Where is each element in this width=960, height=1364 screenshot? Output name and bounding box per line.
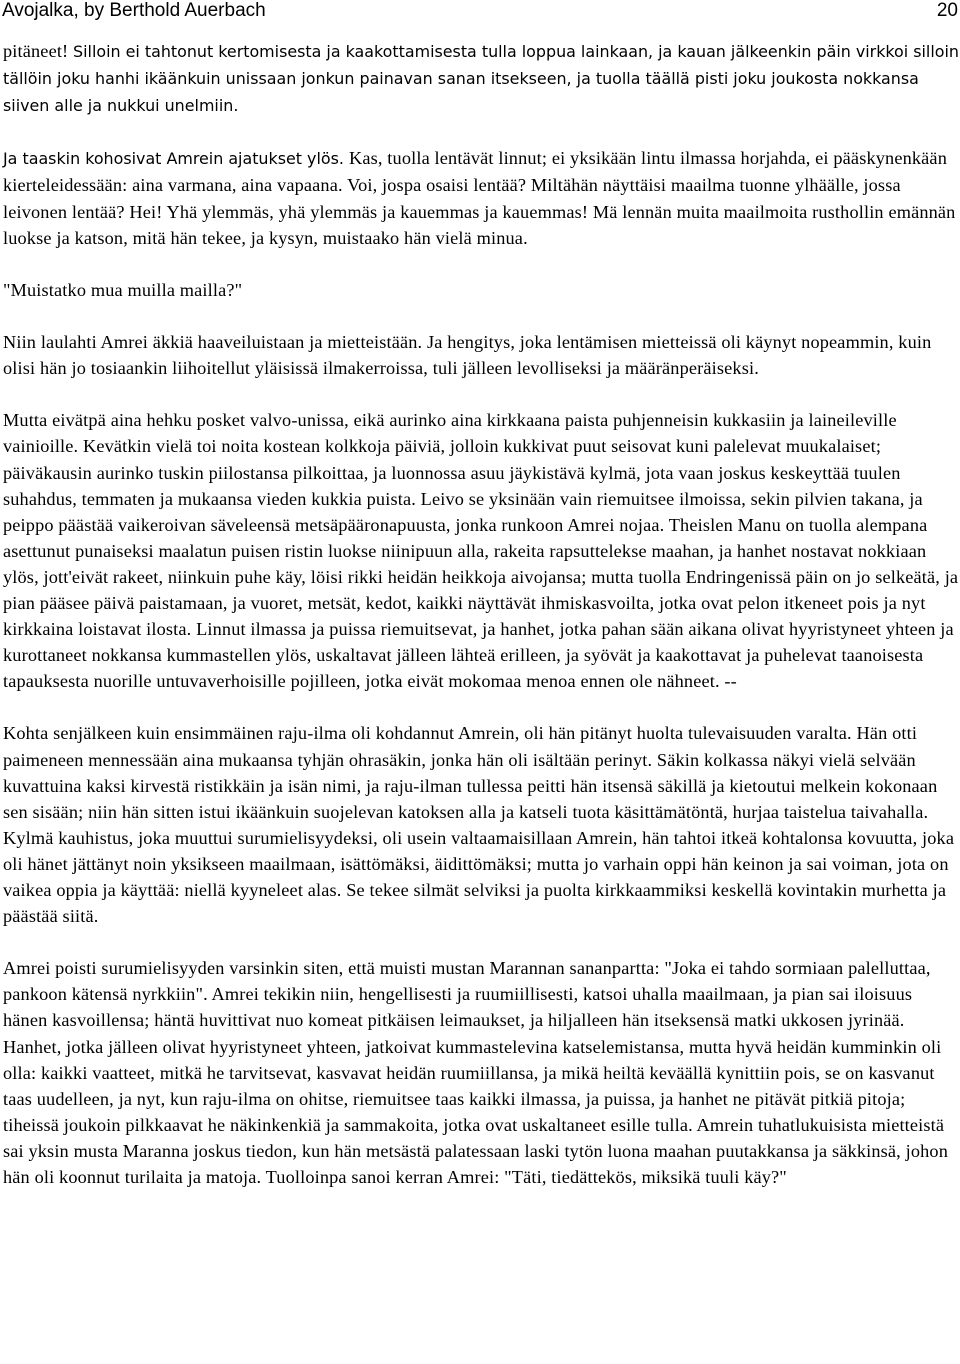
text-segment: pitäneet! [3,41,74,61]
text-segment: Silloin ei tahtonut kertomisesta ja kaakottamisesta tulla loppua lainkaan, ja kauan jälkeenkin päin virkkoi silloin tällöin joku hanhi ikäänkuin unissaan jonkun painavan sanan itsekseen, ja tuolla täällä pisti joku joukosta nokkansa siiven alle ja nukkui unelmiin. [3,42,959,116]
paragraph [3,720,960,929]
text-segment: "Muistatko mua muilla mailla?" [3,279,243,300]
text-segment: Mutta eivätpä aina hehku posket valvo-unissa, eikä aurinko aina kirkkaana paista puhjenneisin kukkasiin ja laineileville vainioille. Kevätkin vielä toi noita kostean kolkkoja päiviä, jolloin kukkivat puut seisovat kuni palelevat muukalaiset; päiväkausin aurinko tuskin piilostansa pilkoittaa, ja luonnossa asuu jäykistävä kylmä, jota vaan joskus keskeyttää tuulen suhahdus, temmaten ja mukaansa vieden kukkia puista. Leivo se yksinään vain riemuitsee ilmoissa, sekin pilvien takana, ja peippo päästää vaikeroivan säveleensä metsäpääronapuusta, jonka runkoon Amrei nojaa. Theislen Manu on tuolla alempana asettunut punaiseksi maalatun puisen ristin luokse niinipuun alla, rakeita rapsuttelekse maahan, ja hanhet nostavat nokkiaan ylös, jott'eivät rakeet, niinkuin puhe käy, löisi rikki heidän heikkoja aivojansa; mutta tuolla Endringenissä päin on jo selkeätä, ja pian pääsee päivä paistamaan, ja vuoret, metsät, kedot, kaikki näyttävät ihmiskasvoilta, jotka ovat pelon itkeneet pois ja nyt kirkkaina loistavat ilosta. Linnut ilmassa ja puissa riemuitsevat, ja hanhet, jotka pahan sään aikana olivat hyyristyneet yhteen ja kurottaneet nokkansa kummastellen ylös, uskaltavat jälleen lähteä erilleen, ja syövät ja kaakottavat ja puhelevat taanoisesta tapauksesta nuorille untuvaverhoisille pojilleen, jotka eivät mokomaa menoa ennen ole nähneet. -- [3,410,959,692]
text-segment: Amrei poisti surumielisyyden varsinkin siten, että muisti mustan Marannan sananpartta: "Joka ei tahdo sormiaan palelluttaa, pankoon kätensä nyrkkiin". Amrei tekikin niin, hengellisesti ja ruumiillisesti, katsoi uhalla maailmaan, ja pian sai iloisuus hänen kasvoillensa; häntä huvittivat nuo komeat pitkäisen leimaukset, ja hiljalleen hän itseksensä matki ukkosen jyrinää. Hanhet, jotka jälleen olivat hyyristyneet yhteen, jatkoivat kummastelevina katselemistansa, mutta hyvä heidän kumminkin oli olla: kaikki vaatteet, mitkä he tarvitsevat, kasvavat heidän ruumiillansa, ja mikä heiltä keväällä kynittiin pois, se on kasvanut taas uudelleen, ja nyt, kun raju-ilma on ohitse, riemuitsee taas kaikki ilmassa, ja puissa, ja hanhet ne pitävät pitkiä pitoja; tiheissä joukoin pilkkaavat he näkinkenkiä ja sammakoita, jotka ovat uskaltaneet esille tulla. Amrein tuhatlukuisista mietteistä sai yksin musta Maranna joskus tiedon, kun hän metsästä palatessaan laski tytön luona maahan puutakkansa ja säkkinsä, johon hän oli koonnut turilaita ja matoja. Tuolloinpa sanoi kerran Amrei: "Täti, tiedättekös, miksikä tuuli käy?" [3,958,949,1188]
book-title: Avojalka, by Berthold Auerbach [2,0,266,21]
paragraph [3,955,960,1190]
paragraph [3,38,960,119]
text-segment: Ja taaskin kohosivat Amrein ajatukset ylös. [3,149,349,169]
paragraph [3,407,960,694]
paragraph [3,145,960,250]
paragraph [3,277,960,303]
page-number: 20 [936,0,958,21]
text-segment: Kohta senjälkeen kuin ensimmäinen raju-ilma oli kohdannut Amrein, oli hän pitänyt huolta tulevaisuuden varalta. Hän otti paimeneen mennessään aina mukaansa tyhjän ohrasäkin, jonka hän oli isältään perinyt. Säkin kolkassa näkyi vielä selvään kuvattuina kaksi kirvestä ristikkäin ja isän nimi, ja raju-ilman tullessa peitti hän itsensä säkillä ja kietoutui melkein kokonaan sen sisään; niin hän sitten istui ikäänkuin suojelevan katoksen alla ja katseli tuota käsittämätöntä, hurjaa taistelua taivahalla. Kylmä kauhistus, joka muuttui surumielisyydeksi, oli usein valtaamaisillaan Amrein, hän tahtoi itkeä kohtalonsa kovuutta, joka oli hänet jättänyt noin yksikseen maailmaan, isättömäksi, äidittömäksi; mutta jo varhain oppi hän keinon ja sai voiman, jota on vaikea oppia ja käyttää: niellä kyyneleet alas. Se tekee silmät selviksi ja puolta kirkkaammiksi keskellä kovintakin murhetta ja päästää siitä. [3,723,955,927]
paragraph [3,329,960,381]
body-text [3,38,960,1190]
text-segment: Niin laulahti Amrei äkkiä haaveiluistaan ja mietteistään. Ja hengitys, joka lentämisen mietteissä oli käynyt nopeammin, kuin olisi hän jo tosiaankin liihoitellut yläisissä ilmakerroissa, tuli jälleen levolliseksi ja määränperäiseksi. [3,332,932,379]
text-segment: Kas, tuolla lentävät linnut; ei yksikään lintu ilmassa horjahda, ei pääskynenkään kierteleidessään: aina varmana, aina vapaana. Voi, jospa osaisi lentää? Miltähän näyttäisi maailma tuonne ylhäälle, jossa leivonen lentää? Hei! Yhä ylemmäs, yhä ylemmäs ja kauemmas ja kauemmas! Mä lennän muita maailmoita rusthollin emännän luokse ja katson, mitä hän tekee, ja kysyn, muistaako hän vielä minua. [3,148,956,248]
page-header [2,0,960,23]
